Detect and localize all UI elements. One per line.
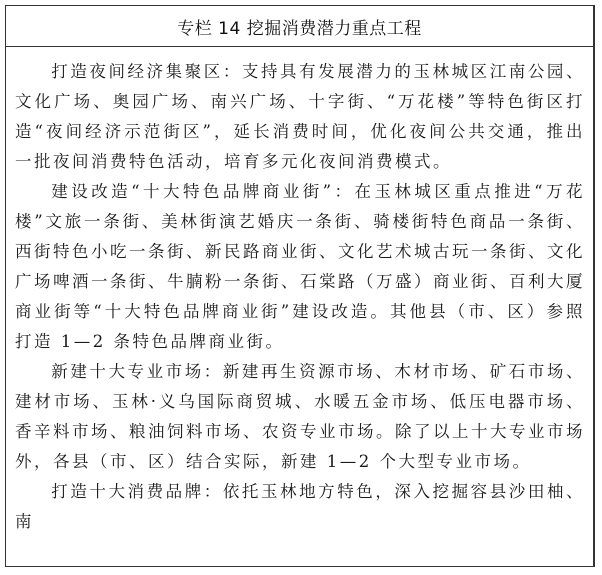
box-title: 专栏 14 挖掘消费潜力重点工程 — [6, 6, 593, 47]
paragraph-consumer-brands: 打造十大消费品牌：依托玉林地方特色，深入挖掘容县沙田柚、南 — [15, 482, 585, 531]
box-body — [6, 47, 593, 537]
feature-box — [5, 5, 595, 567]
paragraph-professional-markets: 新建十大专业市场：新建再生资源市场、木材市场、矿石市场、建材市场、玉林·义乌国际商贸城、水暖五金市场、低压电器市场、香辛料市场、粮油饲料市场、农资专业市场。除了以上十大专业市场外，各县（市、区）结合实际，新建 1—2 个大型专业市场。 — [15, 362, 585, 471]
paragraph-night-economy: 打造夜间经济集聚区：支持具有发展潜力的玉林城区江南公园、文化广场、奥园广场、南兴广场、十字街、“万花楼”等特色街区打造“夜间经济示范街区”，延长消费时间，优化夜间公共交通，推出一批夜间消费特色活动，培育多元化夜间消费模式。 — [15, 62, 585, 171]
paragraph-commercial-streets: 建设改造“十大特色品牌商业街”：在玉林城区重点推进“万花楼”文旅一条街、美林街演艺婚庆一条街、骑楼街特色商品一条街、西街特色小吃一条街、新民路商业街、文化艺术城古玩一条街、文化广场啤酒一条街、牛腩粉一条街、石棠路（万盛）商业街、百利大厦商业街等“十大特色品牌商业街”建设改造。其他县（市、区）参照打造 1—2 条特色品牌商业街。 — [15, 182, 585, 351]
